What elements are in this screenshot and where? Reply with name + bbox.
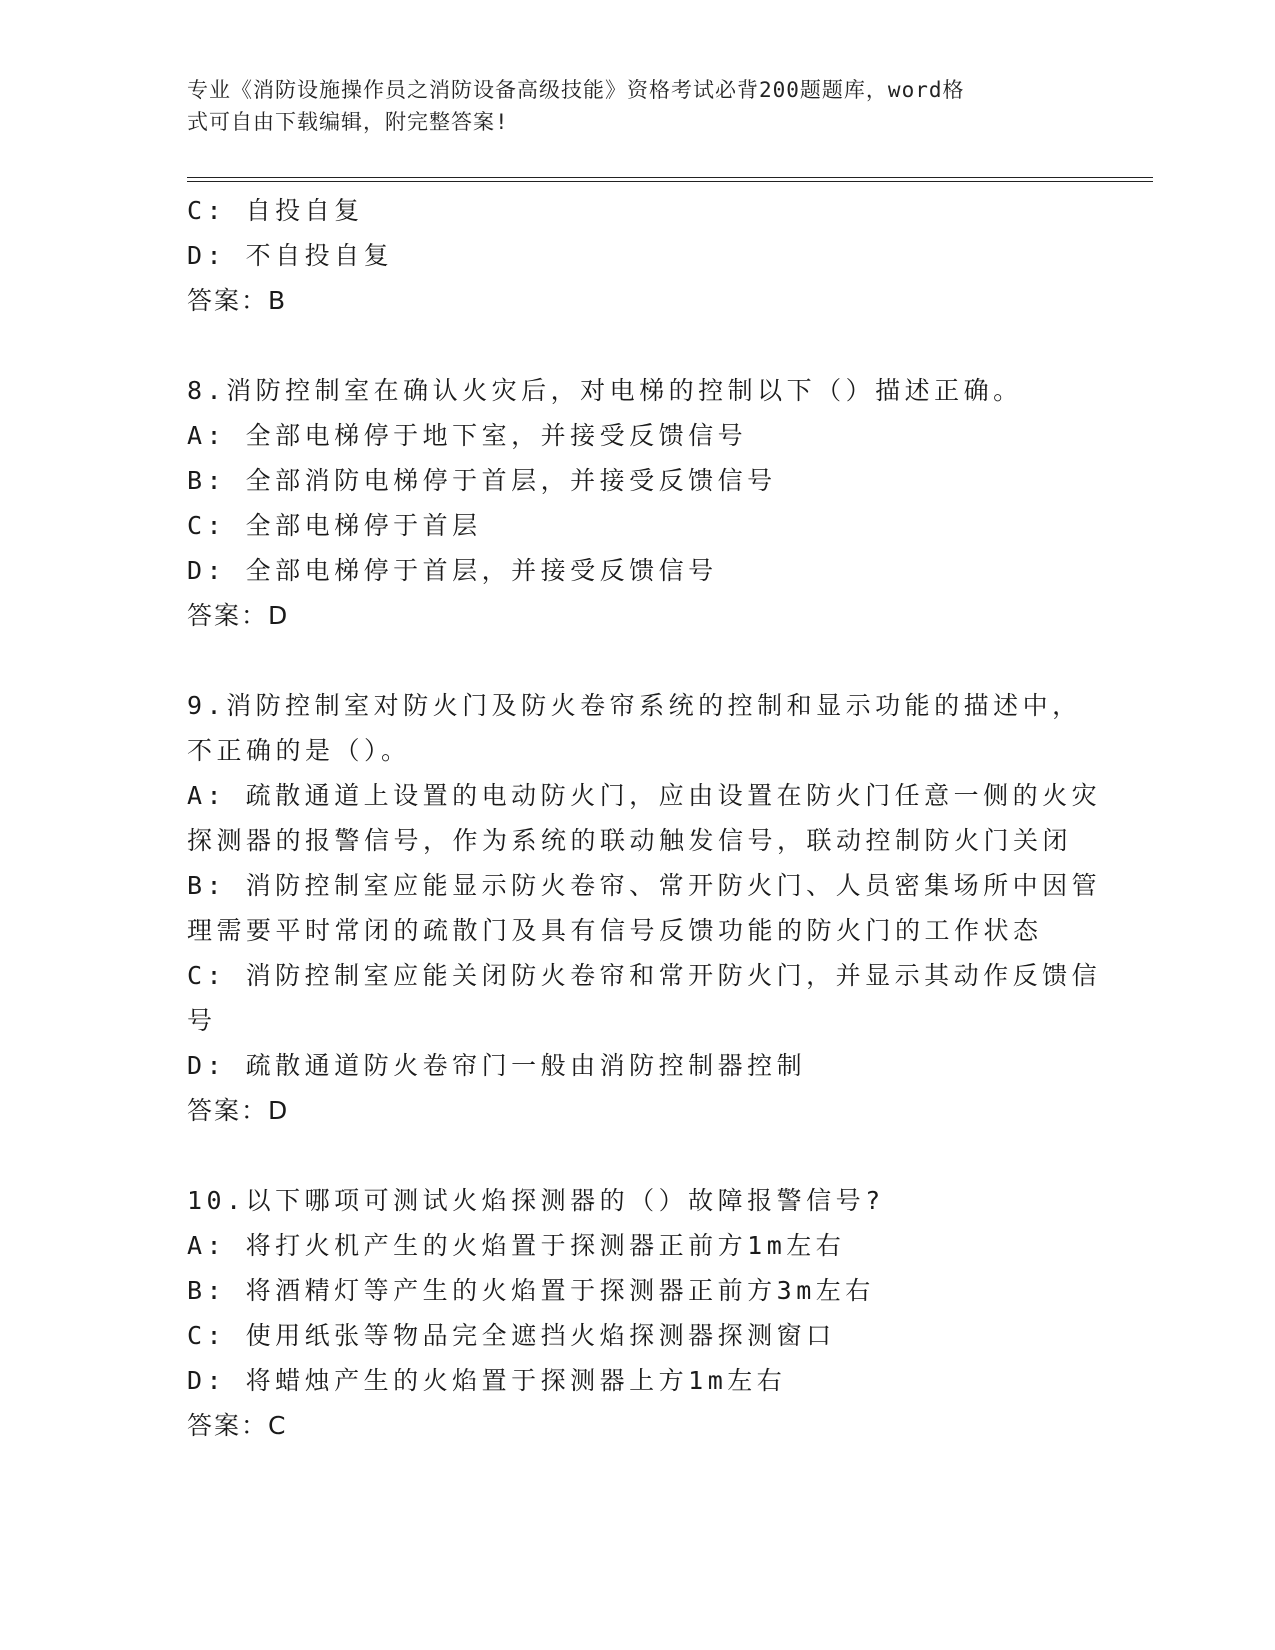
option-b-line-1: B: 消防控制室应能显示防火卷帘、常开防火门、人员密集场所中因管: [187, 871, 1102, 900]
question-7-tail: [187, 188, 1077, 323]
option-a: A: 将打火机产生的火焰置于探测器正前方1m左右: [187, 1231, 846, 1260]
option-b: B: 将酒精灯等产生的火焰置于探测器正前方3m左右: [187, 1276, 875, 1305]
question-10: [187, 1178, 1077, 1448]
spacer: [187, 638, 1077, 683]
option-c: C: 全部电梯停于首层: [187, 511, 482, 540]
question-8: [187, 368, 1077, 638]
option-d: D: 全部电梯停于首层，并接受反馈信号: [187, 556, 718, 585]
spacer: [187, 1133, 1077, 1178]
question-9: [187, 683, 1102, 1133]
header-line-1: 专业《消防设施操作员之消防设备高级技能》资格考试必背200题题库，word格: [187, 78, 965, 102]
option-d: D: 疏散通道防火卷帘门一般由消防控制器控制: [187, 1051, 807, 1080]
header-rule-bottom: [187, 181, 1153, 182]
option-b: B: 全部消防电梯停于首层，并接受反馈信号: [187, 466, 777, 495]
answer-line: 答案：B: [187, 286, 288, 315]
question-stem: 8.消防控制室在确认火灾后，对电梯的控制以下（）描述正确。: [187, 376, 1023, 405]
option-c-line-1: C: 消防控制室应能关闭防火卷帘和常开防火门，并显示其动作反馈信: [187, 961, 1102, 990]
question-stem-line-2: 不正确的是（）。: [187, 736, 411, 765]
option-d: D: 将蜡烛产生的火焰置于探测器上方1m左右: [187, 1366, 787, 1395]
header-line-2: 式可自由下载编辑，附完整答案!: [187, 110, 509, 134]
option-a-line-1: A: 疏散通道上设置的电动防火门，应由设置在防火门任意一侧的火灾: [187, 781, 1102, 810]
spacer: [187, 323, 1077, 368]
question-stem-line-1: 9.消防控制室对防火门及防火卷帘系统的控制和显示功能的描述中，: [187, 691, 1082, 720]
answer-line: 答案：C: [187, 1411, 288, 1440]
option-c: C: 自投自复: [187, 196, 364, 225]
option-c-line-2: 号: [187, 1006, 217, 1035]
option-c: C: 使用纸张等物品完全遮挡火焰探测器探测窗口: [187, 1321, 836, 1350]
option-b-line-2: 理需要平时常闭的疏散门及具有信号反馈功能的防火门的工作状态: [187, 916, 1043, 945]
option-a-line-2: 探测器的报警信号，作为系统的联动触发信号，联动控制防火门关闭: [187, 826, 1073, 855]
answer-line: 答案：D: [187, 1096, 290, 1125]
option-d: D: 不自投自复: [187, 241, 394, 270]
option-a: A: 全部电梯停于地下室，并接受反馈信号: [187, 421, 748, 450]
answer-line: 答案：D: [187, 601, 290, 630]
question-list: [187, 188, 1102, 1448]
header-rule-top: [187, 177, 1153, 178]
question-stem: 10.以下哪项可测试火焰探测器的（）故障报警信号?: [187, 1186, 885, 1215]
page-header: [187, 74, 1067, 138]
